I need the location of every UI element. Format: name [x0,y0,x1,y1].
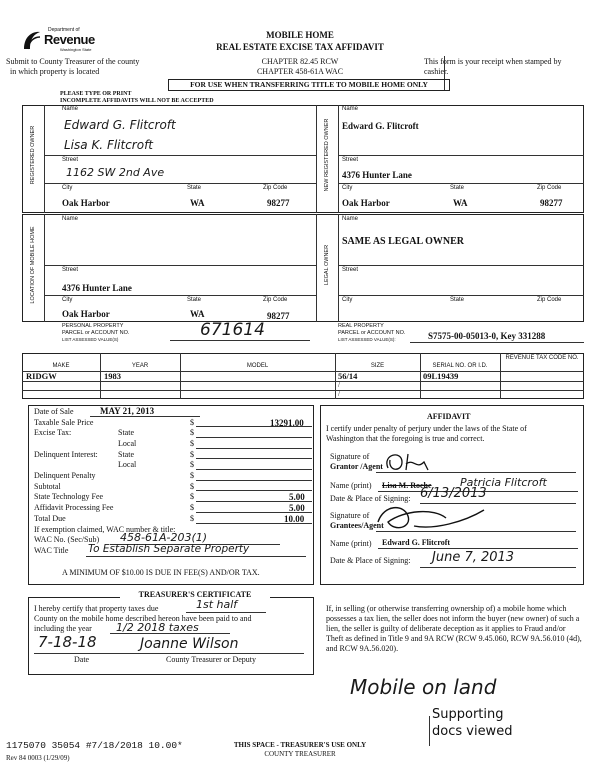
grantee-signature [374,500,494,534]
title-transfer-banner: FOR USE WHEN TRANSFERRING TITLE TO MOBILE HOME ONLY [168,79,450,91]
tech-fee-value: 5.00 [289,492,305,502]
location-street-label: Street [62,267,79,273]
penalty-dollar: $ [190,471,194,480]
excise-state-dollar: $ [190,428,194,437]
new-owner-street-label: Street [342,157,359,163]
col-make: MAKE [52,363,70,369]
wac-number-value: 458-61A-203(1) [120,531,208,544]
registered-owner-label: REGISTERED OWNER [30,125,36,185]
date-of-sale: MAY 21, 2013 [100,406,155,416]
col-size: SIZE [370,363,385,369]
grantee-date-label: Date & Place of Signing: [330,556,411,565]
new-owner-name: Edward G. Flitcroft [342,121,419,131]
treasurer-line-3: including the year [34,624,92,633]
subtotal-label: Subtotal [34,482,61,491]
personal-property-label-1: PERSONAL PROPERTY [62,323,124,329]
treasurer-year: 1/2 2018 taxes [116,621,199,634]
location-label: LOCATION OF MOBILE HOME [30,226,36,304]
incomplete-note: INCOMPLETE AFFIDAVITS WILL NOT BE ACCEPTED [60,98,214,104]
grantor-sig-label-2: Grantor /Agent [330,462,383,471]
legal-owner-state-label: State [450,297,465,303]
logo-main-text: Revenue [44,32,95,47]
exemption-label: If exemption claimed, WAC number & title: [34,525,176,534]
please-type-note: PLEASE TYPE OR PRINT [60,91,132,97]
tech-fee-dollar: $ [190,492,194,501]
grantor-date-label: Date & Place of Signing: [330,494,411,503]
total-due-value: 10.00 [284,514,305,524]
logo-sub-text: Washington State [60,47,92,52]
real-property-label-1: REAL PROPERTY [338,323,384,329]
reg-owner-city-label: City [62,185,73,191]
dor-logo [22,27,102,55]
supporting-docs-1: Supporting [432,707,504,722]
taxable-price-label: Taxable Sale Price [34,418,94,427]
real-property-value: S7575-00-05013-0, Key 331288 [428,331,546,341]
new-owner-zip-label: Zip Code [537,185,562,191]
form-revision: Rev 84 0003 (1/29/09) [6,754,70,762]
revenue-logo-icon [22,29,42,51]
processing-fee-value: 5.00 [289,503,305,513]
excise-local-label: Local [118,439,137,448]
total-due-dollar: $ [190,514,194,523]
location-city: Oak Harbor [62,309,110,319]
personal-property-label-2: PARCEL or ACCOUNT NO. [62,330,130,336]
real-property-label-2: PARCEL or ACCOUNT NO. [338,330,406,336]
new-registered-owner-label: NEW REGISTERED OWNER [324,118,330,192]
subtotal-dollar: $ [190,482,194,491]
interest-local-label: Local [118,460,137,469]
processing-fee-dollar: $ [190,503,194,512]
reg-owner-name-2: Lisa K. Flitcroft [64,138,154,152]
wac-title-label: WAC Title [34,546,69,555]
supporting-docs-2: docs viewed [432,724,513,739]
excise-local-dollar: $ [190,439,194,448]
new-owner-state: WA [453,198,468,208]
interest-state-dollar: $ [190,450,194,459]
tax-lien-warning: If, in selling (or otherwise transferring ownership of) a mobile home which possesses a tax lien, the seller does not inform the buyer (new owner) of such a lien, the seller is guilty of deliberate deception as it applies to Fraud and/or Theft as defined in Title 9 and 9A RCW (RCW 9.45.060, RCW 9A.56.010 (4d), and RCW 9A.56.020). [326,604,582,653]
col-revenue-code: REVENUE TAX CODE NO. [505,355,579,361]
grantor-sig-label-1: Signature of [330,452,370,461]
legal-owner-zip-label: Zip Code [537,297,562,303]
new-owner-zip: 98277 [540,198,563,208]
grantor-name-handwritten: Patricia Flitcroft [460,476,547,489]
location-name-label: Name [62,216,79,222]
delinquent-interest-label: Delinquent Interest: [34,450,98,459]
excise-tax-label: Excise Tax: [34,428,72,437]
affidavit-certify-1: I certify under penalty of perjury under the laws of the State of [326,424,527,433]
legal-owner-name-label: Name [342,216,359,222]
treasurer-line-2: County on the mobile home described hereon have been paid to and [34,614,252,623]
new-owner-city: Oak Harbor [342,198,390,208]
reg-owner-street-label: Street [62,157,79,163]
chapter-wac: CHAPTER 458-61A WAC [256,67,344,76]
personal-property-value: 671614 [200,320,265,340]
reg-owner-zip: 98277 [267,198,290,208]
interest-local-dollar: $ [190,460,194,469]
treasurer-line-1: I hereby certify that property taxes due [34,604,159,613]
interest-state-label: State [118,450,134,459]
grantor-signature [380,448,440,478]
reg-owner-name-1: Edward G. Flitcroft [64,118,176,132]
reg-owner-name-label: Name [62,106,79,112]
grantee-date: June 7, 2013 [432,550,515,565]
vehicle-size: 56/14 [338,371,358,381]
treasurer-taxes-due: 1st half [196,598,238,611]
location-state-label: State [187,297,202,303]
reg-owner-state: WA [190,198,205,208]
grantor-name-struck: Lisa M. Roche [382,481,432,490]
mobile-on-land-note: Mobile on land [350,675,497,699]
treasurer-use-2: COUNTY TREASURER [264,750,336,758]
new-owner-state-label: State [450,185,465,191]
delinquent-penalty-label: Delinquent Penalty [34,471,96,480]
new-owner-name-label: Name [342,106,359,112]
minimum-due-note: A MINIMUM OF $10.00 IS DUE IN FEE(S) AND/OR TAX. [62,568,260,577]
grantor-date: 6/13/2013 [420,486,487,501]
wac-number-label: WAC No. (Sec/Sub) [34,535,100,544]
real-property-label-3: LIST ASSESSED VALUE(S): [338,337,396,342]
logo-top-text: Department of [48,27,80,33]
vehicle-year: 1983 [104,371,121,381]
location-city-label: City [62,297,73,303]
treasurer-signature: Joanne Wilson [140,636,239,652]
vehicle-size-2: / [338,381,340,389]
reg-owner-zip-label: Zip Code [263,185,288,191]
treasurer-county-label: County Treasurer or Deputy [166,655,256,664]
reg-owner-street: 1162 SW 2nd Ave [66,166,165,179]
date-of-sale-label: Date of Sale [34,407,74,416]
form-title-1: MOBILE HOME [266,30,334,40]
grantee-sig-label-1: Signature of [330,511,370,520]
personal-property-label-3: LIST ASSESSED VALUE(S) [62,337,119,342]
grantor-name-label: Name (print) [330,481,372,490]
vehicle-serial: 09L19439 [423,371,459,381]
grantee-name-label: Name (print) [330,539,372,548]
total-due-label: Total Due [34,514,66,523]
location-state: WA [190,309,205,319]
new-owner-street: 4376 Hunter Lane [342,170,412,180]
treasurer-date-label: Date [74,655,90,664]
reg-owner-city: Oak Harbor [62,198,110,208]
chapter-rcw: CHAPTER 82.45 RCW [261,57,339,66]
location-zip-label: Zip Code [263,297,288,303]
treasurer-date: 7-18-18 [38,633,97,651]
receipt-note: This form is your receipt when stamped by cashier. [424,57,562,76]
vehicle-size-3: / [338,390,340,398]
new-owner-city-label: City [342,185,353,191]
legal-owner-label: LEGAL OWNER [324,244,330,286]
affidavit-title: AFFIDAVIT [427,412,471,421]
taxable-price-value: 13291.00 [270,418,304,428]
affidavit-certify-2: Washington that the foregoing is true and correct. [326,434,485,443]
processing-fee-label: Affidavit Processing Fee [34,503,114,512]
excise-state-label: State [118,428,134,437]
treasurer-use-1: THIS SPACE - TREASURER'S USE ONLY [233,741,367,749]
form-title-2: REAL ESTATE EXCISE TAX AFFIDAVIT [216,42,384,52]
grantee-name: Edward G. Flitcroft [382,538,451,547]
col-year: YEAR [131,363,149,369]
treasurer-title: TREASURER'S CERTIFICATE [120,590,270,599]
wac-title-value: To Establish Separate Property [88,543,250,555]
reg-owner-state-label: State [187,185,202,191]
legal-owner-city-label: City [342,297,353,303]
legal-owner-name: SAME AS LEGAL OWNER [342,236,464,247]
legal-owner-street-label: Street [342,267,359,273]
taxable-price-dollar: $ [190,418,194,427]
location-section [22,214,584,322]
vehicle-make: RIDGW [26,371,57,381]
tech-fee-label: State Technology Fee [34,492,104,501]
submit-instruction-1: Submit to County Treasurer of the county [6,57,140,66]
submit-instruction-2: in which property is located [10,67,100,76]
col-serial: SERIAL NO. OR I.D. [432,363,488,369]
location-street: 4376 Hunter Lane [62,283,132,293]
grantee-sig-label-2: Grantees/Agent [330,521,384,530]
recording-stamp: 1175070 35054 #7/18/2018 10.00* [6,740,183,751]
location-zip: 98277 [267,311,290,321]
col-model: MODEL [246,363,269,369]
